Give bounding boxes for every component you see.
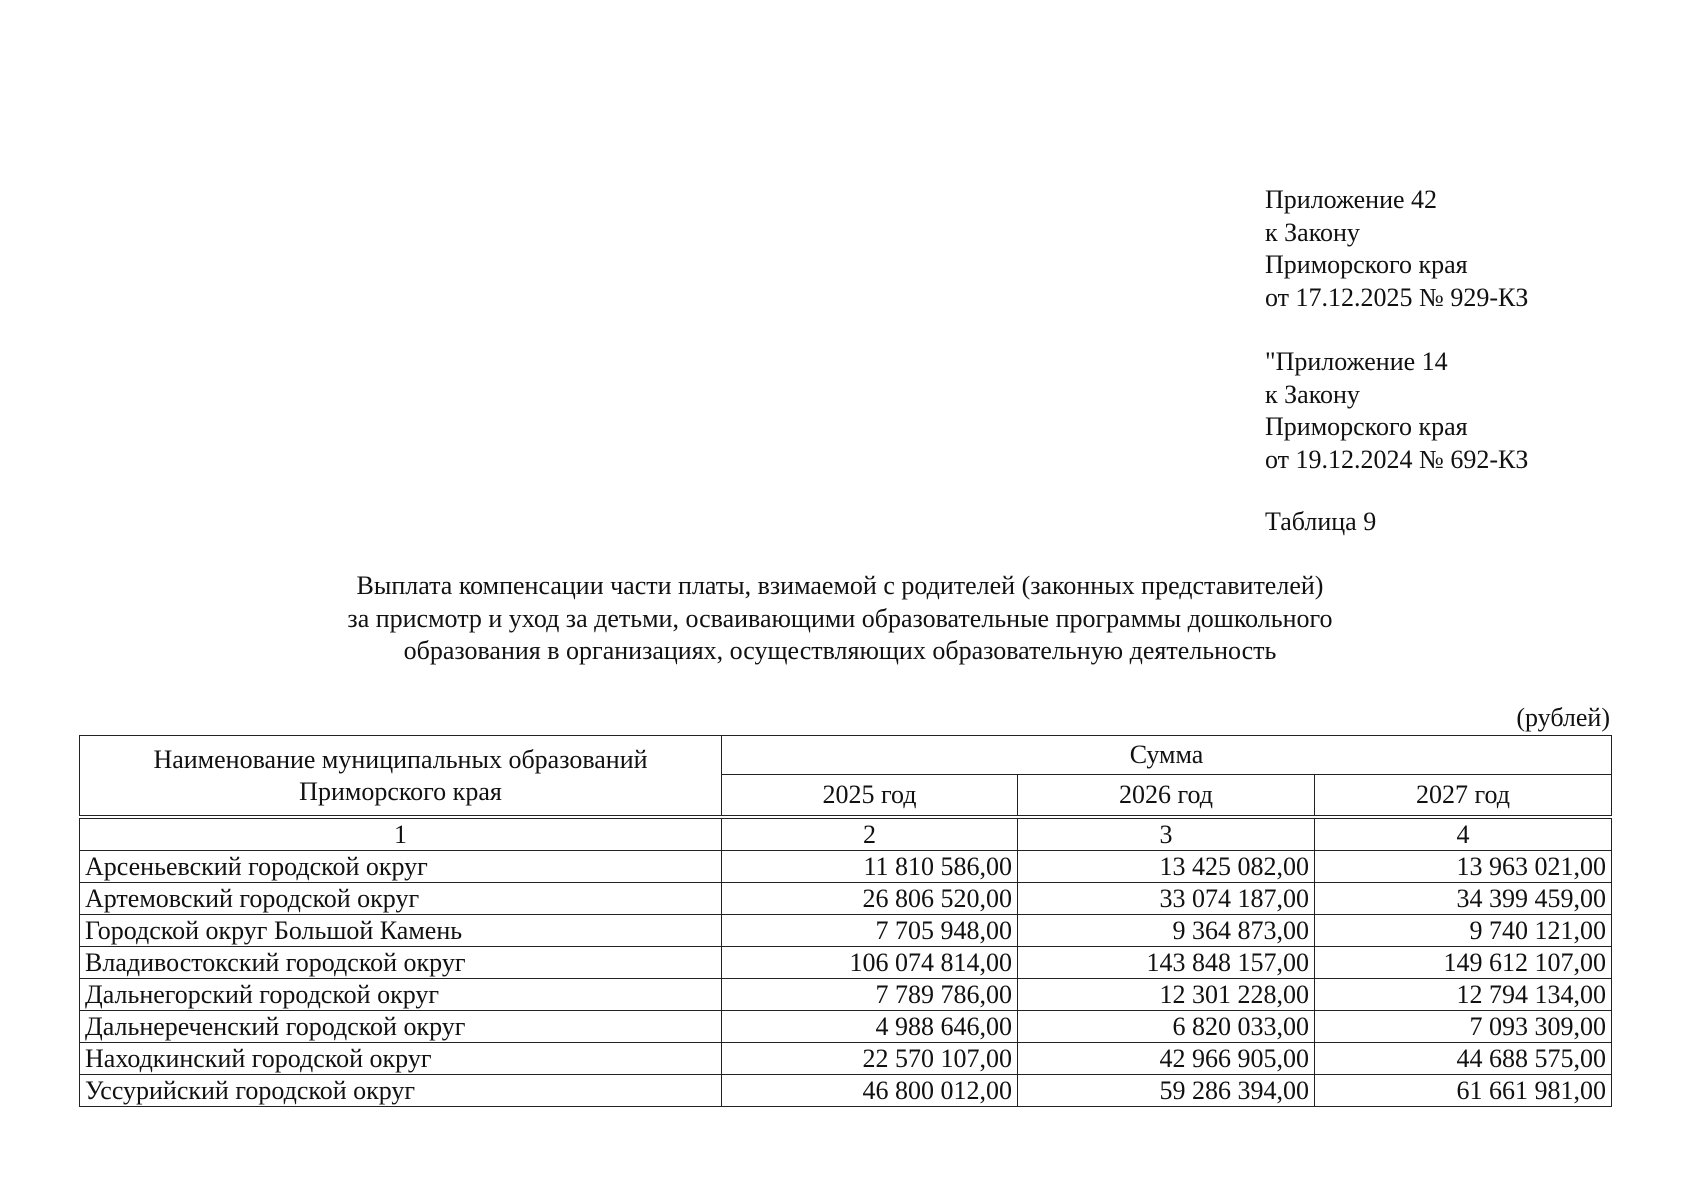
table-row — [80, 883, 1612, 915]
municipality-name: Уссурийский городской округ — [80, 1075, 722, 1107]
amount-2027: 13 963 021,00 — [1315, 851, 1612, 883]
amount-2027: 34 399 459,00 — [1315, 883, 1612, 915]
appendix-amended-line-1: "Приложение 14 — [1265, 347, 1448, 376]
compensation-table — [79, 735, 1612, 1107]
document-title-line-1: Выплата компенсации части платы, взимаемой с родителей (законных представителей) — [356, 571, 1324, 600]
header-year-2026: 2026 год — [1018, 775, 1315, 816]
amount-2025: 7 705 948,00 — [722, 915, 1018, 947]
municipality-name: Арсеньевский городской округ — [80, 851, 722, 883]
table-number: Таблица 9 — [1265, 507, 1377, 536]
appendix-amended-line-2: к Закону — [1265, 379, 1360, 409]
amount-2026: 12 301 228,00 — [1018, 979, 1315, 1011]
appendix-current-line-2: к Закону — [1265, 217, 1360, 247]
amount-2025: 22 570 107,00 — [722, 1043, 1018, 1075]
appendix-current-reference — [1265, 184, 1528, 314]
table-row — [80, 915, 1612, 947]
table-row — [80, 1075, 1612, 1107]
amount-2025: 106 074 814,00 — [722, 947, 1018, 979]
table-row — [80, 1043, 1612, 1075]
appendix-amended-reference — [1265, 346, 1528, 476]
amount-2026: 13 425 082,00 — [1018, 851, 1315, 883]
table-row — [80, 947, 1612, 979]
amount-2027: 149 612 107,00 — [1315, 947, 1612, 979]
document-title-line-2: за присмотр и уход за детьми, осваивающими образовательные программы дошкольного — [347, 603, 1333, 633]
header-year-2025: 2025 год — [722, 775, 1018, 816]
document-title-line-3: образования в организациях, осуществляющих образовательную деятельность — [403, 636, 1277, 665]
amount-2026: 143 848 157,00 — [1018, 947, 1315, 979]
amount-2026: 33 074 187,00 — [1018, 883, 1315, 915]
appendix-amended-line-3: Приморского края — [1265, 412, 1468, 441]
column-number-row — [80, 819, 1612, 851]
table-row — [80, 851, 1612, 883]
amount-2027: 9 740 121,00 — [1315, 915, 1612, 947]
amount-2027: 12 794 134,00 — [1315, 979, 1612, 1011]
table-row — [80, 979, 1612, 1011]
amount-2025: 4 988 646,00 — [722, 1011, 1018, 1043]
header-sum: Сумма — [722, 736, 1612, 775]
header-year-2027: 2027 год — [1315, 775, 1612, 816]
amount-2026: 9 364 873,00 — [1018, 915, 1315, 947]
appendix-current-line-4: от 17.12.2025 № 929-КЗ — [1265, 282, 1529, 312]
amount-2025: 11 810 586,00 — [722, 851, 1018, 883]
amount-2025: 46 800 012,00 — [722, 1075, 1018, 1107]
column-number-4: 4 — [1315, 819, 1612, 851]
column-number-2: 2 — [722, 819, 1018, 851]
municipality-name: Владивостокский городской округ — [80, 947, 722, 979]
column-number-3: 3 — [1018, 819, 1315, 851]
amount-2026: 42 966 905,00 — [1018, 1043, 1315, 1075]
amount-2027: 61 661 981,00 — [1315, 1075, 1612, 1107]
amount-2026: 59 286 394,00 — [1018, 1075, 1315, 1107]
appendix-current-line-1: Приложение 42 — [1265, 185, 1438, 214]
municipality-name: Находкинский городской округ — [80, 1043, 722, 1075]
table-row — [80, 1011, 1612, 1043]
amount-2027: 7 093 309,00 — [1315, 1011, 1612, 1043]
municipality-name: Дальнереченский городской округ — [80, 1011, 722, 1043]
municipality-name: Дальнегорский городской округ — [80, 979, 722, 1011]
municipality-name: Городской округ Большой Камень — [80, 915, 722, 947]
amount-2027: 44 688 575,00 — [1315, 1043, 1612, 1075]
amount-2025: 7 789 786,00 — [722, 979, 1018, 1011]
amount-2025: 26 806 520,00 — [722, 883, 1018, 915]
appendix-amended-line-4: от 19.12.2024 № 692-КЗ — [1265, 444, 1529, 474]
amount-2026: 6 820 033,00 — [1018, 1011, 1315, 1043]
header-municipality-name — [80, 736, 722, 816]
municipality-name: Артемовский городской округ — [80, 883, 722, 915]
unit-label: (рублей) — [1516, 703, 1610, 732]
header-name-line-2: Приморского края — [299, 776, 502, 806]
appendix-current-line-3: Приморского края — [1265, 250, 1468, 279]
header-row-top — [80, 736, 1612, 775]
column-number-1: 1 — [80, 819, 722, 851]
document-title — [240, 570, 1440, 668]
header-name-line-1: Наименование муниципальных образований — [153, 744, 648, 774]
